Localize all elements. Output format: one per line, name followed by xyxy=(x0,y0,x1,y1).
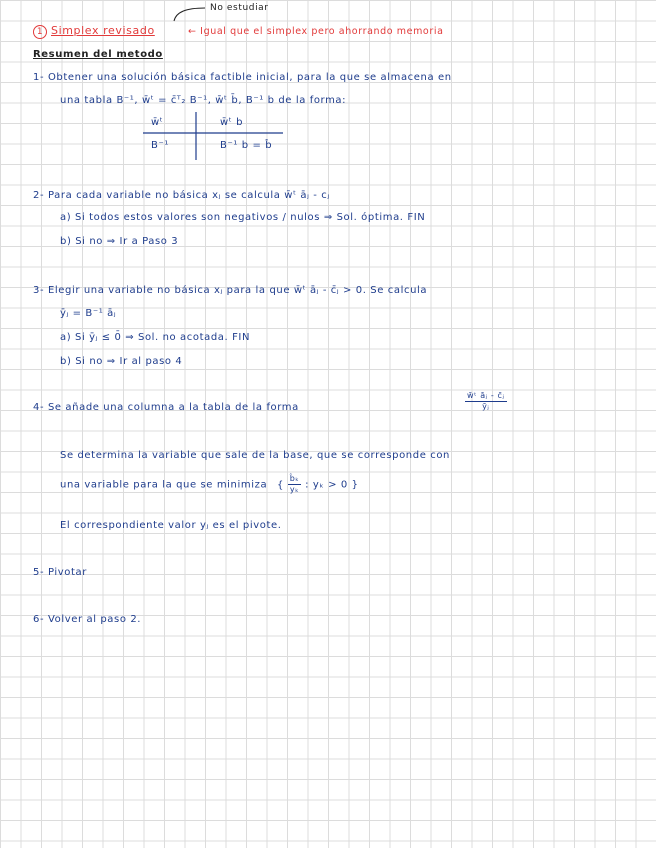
section-title: Simplex revisado xyxy=(51,24,155,37)
step4-line2: Se determina la variable que sale de la base, que se corresponde con xyxy=(60,450,450,461)
section-subtitle: ← Igual que el simplex pero ahorrando memoria xyxy=(188,26,444,37)
step3-line1: 3- Elegir una variable no básica xⱼ para la que w̄ᵗ āⱼ - c̄ⱼ > 0. Se calcula xyxy=(33,285,428,296)
step2-line1: 2- Para cada variable no básica xⱼ se calcula w̄ᵗ āⱼ - cⱼ xyxy=(33,190,330,201)
table-cell-r1c1: w̄ᵗ xyxy=(151,117,164,128)
min-fraction-numerator: b̂ₖ xyxy=(289,474,300,483)
min-condition: : yₖ > 0 } xyxy=(305,479,359,491)
margin-annotation: No estudiar xyxy=(210,3,269,13)
step6: 6- Volver al paso 2. xyxy=(33,614,142,625)
min-fraction-denominator: yₖ xyxy=(289,485,300,494)
table-cell-r1c2: w̄ᵗ b xyxy=(220,117,244,128)
fraction-denominator: ȳⱼ xyxy=(482,402,490,411)
step4-line3: una variable para la que se minimiza { $\frac{\text{b̂ₖ}}{\text{yₖ}}$ : yₖ > 0 } xyxy=(60,474,359,494)
table-cell-r2c1: B⁻¹ xyxy=(151,140,169,151)
step2-option-b: b) Si no ⇒ Ir a Paso 3 xyxy=(60,236,179,247)
step4-text: 4- Se añade una columna a la tabla de la forma xyxy=(33,402,299,413)
annotation-curve xyxy=(174,8,205,21)
step1-line1: 1- Obtener una solución básica factible inicial, para la que se almacena en xyxy=(33,72,452,83)
step2-option-a: a) Si todos estos valores son negativos / nulos ⇒ Sol. óptima. FIN xyxy=(60,212,426,223)
step3-option-b: b) Si no ⇒ Ir al paso 4 xyxy=(60,356,183,367)
section-number: 1 xyxy=(33,25,47,39)
step5: 5- Pivotar xyxy=(33,567,87,578)
step3-line2: ȳⱼ = B⁻¹ āⱼ xyxy=(60,308,117,319)
step4-line3-text: una variable para la que se minimiza xyxy=(60,479,268,491)
step3-option-a: a) Si ȳⱼ ≤ 0̄ ⇒ Sol. no acotada. FIN xyxy=(60,332,251,343)
step1-line2: una tabla B⁻¹, w̄ᵗ = c̄ᵀ₂ B⁻¹, w̄ᵗ b̄, B⁻¹ b de la forma: xyxy=(60,95,347,106)
table-cell-r2c2: B⁻¹ b = b̂ xyxy=(220,140,273,151)
step4-line4: El correspondiente valor yⱼ es el pivote. xyxy=(60,520,282,531)
summary-heading: Resumen del metodo xyxy=(33,49,163,60)
fraction-numerator: w̄ᵗ āⱼ - c̄ⱼ xyxy=(467,391,505,400)
